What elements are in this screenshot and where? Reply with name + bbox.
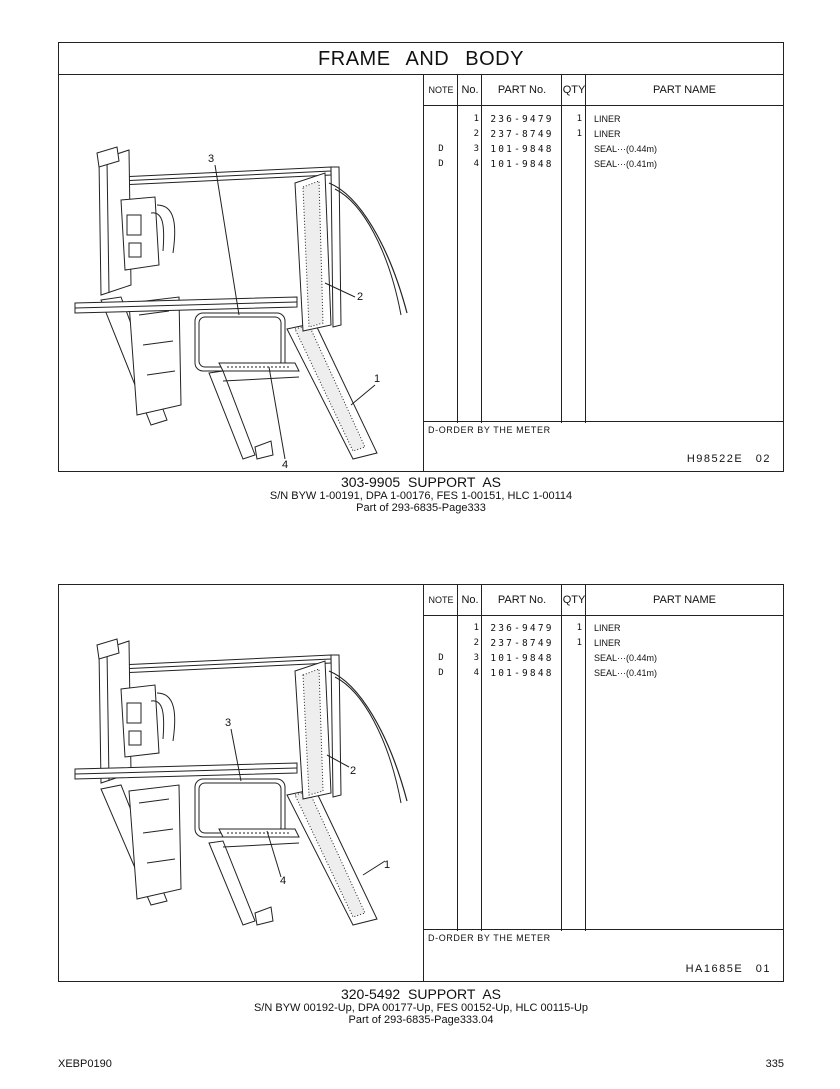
- callout-label: 3: [208, 153, 215, 165]
- row-part-no: 237-8749: [490, 638, 554, 649]
- table-header: [424, 585, 783, 616]
- row-part-name: SEAL···(0.41m): [594, 668, 658, 678]
- header-part-name: PART NAME: [653, 594, 716, 606]
- row-note: D: [438, 653, 444, 663]
- callout-label: 2: [350, 765, 357, 777]
- row-note: [424, 621, 458, 636]
- table-row: [424, 127, 783, 142]
- table-row: [424, 157, 783, 172]
- row-note: D: [438, 144, 444, 154]
- row-part-no: 101-9848: [490, 653, 554, 664]
- row-part-name: LINER: [594, 623, 621, 633]
- table-row: [424, 651, 783, 666]
- row-no: 1: [473, 114, 479, 124]
- row-note: D: [438, 668, 444, 678]
- callout-label: 4: [282, 459, 289, 470]
- parts-list-1: [423, 75, 783, 471]
- frame-illustration-1: [59, 75, 423, 471]
- callout-label: 1: [374, 373, 381, 385]
- parts-panel-1: [58, 42, 784, 472]
- assembly-caption-1: [58, 474, 784, 514]
- row-part-no: 236-9479: [490, 114, 554, 125]
- footnote-box: [424, 929, 783, 981]
- row-no: 2: [473, 129, 479, 139]
- footnote: D-ORDER BY THE METER: [428, 933, 551, 943]
- row-qty: [562, 666, 586, 681]
- row-note: [424, 127, 458, 142]
- header-no: No.: [461, 84, 479, 96]
- row-no: 1: [473, 623, 479, 633]
- header-no: No.: [461, 594, 479, 606]
- row-part-name: LINER: [594, 114, 621, 124]
- parts-panel-2: [58, 584, 784, 982]
- row-note: [424, 636, 458, 651]
- row-part-name: SEAL···(0.44m): [594, 653, 658, 663]
- row-qty: 1: [576, 623, 582, 633]
- row-qty: 1: [576, 638, 582, 648]
- row-no: 3: [473, 144, 479, 154]
- row-part-no: 101-9848: [490, 159, 554, 170]
- footnote: D-ORDER BY THE METER: [428, 425, 551, 435]
- row-part-no: 101-9848: [490, 668, 554, 679]
- assembly-title: 303-9905 SUPPORT AS: [340, 474, 502, 490]
- footnote-box: [424, 421, 783, 471]
- callout-label: 1: [384, 859, 391, 871]
- table-row: [424, 142, 783, 157]
- assembly-title: 320-5492 SUPPORT AS: [340, 986, 502, 1002]
- callout-label: 2: [357, 291, 364, 303]
- row-qty: [562, 142, 586, 157]
- row-qty: 1: [576, 114, 582, 124]
- header-note: NOTE: [428, 85, 454, 95]
- row-note: [424, 112, 458, 127]
- document-code: XEBP0190: [58, 1058, 112, 1070]
- row-part-name: LINER: [594, 129, 621, 139]
- table-row: [424, 666, 783, 681]
- table-header: [424, 75, 783, 106]
- row-part-name: LINER: [594, 638, 621, 648]
- header-qty: QTY: [562, 594, 586, 606]
- header-part-no: PART No.: [497, 84, 547, 96]
- row-no: 3: [473, 653, 479, 663]
- assembly-caption-2: [58, 986, 784, 1026]
- callout-label: 4: [280, 875, 287, 887]
- row-part-no: 236-9479: [490, 623, 554, 634]
- table-row: [424, 636, 783, 651]
- row-no: 4: [473, 668, 479, 678]
- row-no: 2: [473, 638, 479, 648]
- row-part-no: 237-8749: [490, 129, 554, 140]
- row-note: D: [438, 159, 444, 169]
- callout-label: 3: [225, 717, 232, 729]
- row-qty: [562, 651, 586, 666]
- serial-numbers: S/N BYW 1-00191, DPA 1-00176, FES 1-00151, HLC 1-00114: [269, 490, 573, 502]
- row-qty: 1: [576, 129, 582, 139]
- part-reference: Part of 293-6835-Page333: [356, 502, 486, 514]
- page-title: FRAME AND BODY: [59, 43, 783, 75]
- header-qty: QTY: [562, 84, 586, 96]
- row-no: 4: [473, 159, 479, 169]
- row-qty: [562, 157, 586, 172]
- serial-numbers: S/N BYW 00192-Up, DPA 00177-Up, FES 00152-Up, HLC 00115-Up: [253, 1002, 589, 1014]
- header-note: NOTE: [428, 595, 454, 605]
- table-row: [424, 112, 783, 127]
- page-number: 335: [765, 1058, 784, 1070]
- drawing-code: H98522E 02: [686, 453, 771, 465]
- header-part-no: PART No.: [497, 594, 547, 606]
- table-row: [424, 621, 783, 636]
- frame-illustration-2: [59, 585, 423, 981]
- drawing-code: HA1685E 01: [685, 963, 771, 975]
- part-reference: Part of 293-6835-Page333.04: [348, 1014, 494, 1026]
- header-part-name: PART NAME: [653, 84, 716, 96]
- row-part-name: SEAL···(0.44m): [594, 144, 658, 154]
- row-part-no: 101-9848: [490, 144, 554, 155]
- row-part-name: SEAL···(0.41m): [594, 159, 658, 169]
- parts-list-2: [423, 585, 783, 981]
